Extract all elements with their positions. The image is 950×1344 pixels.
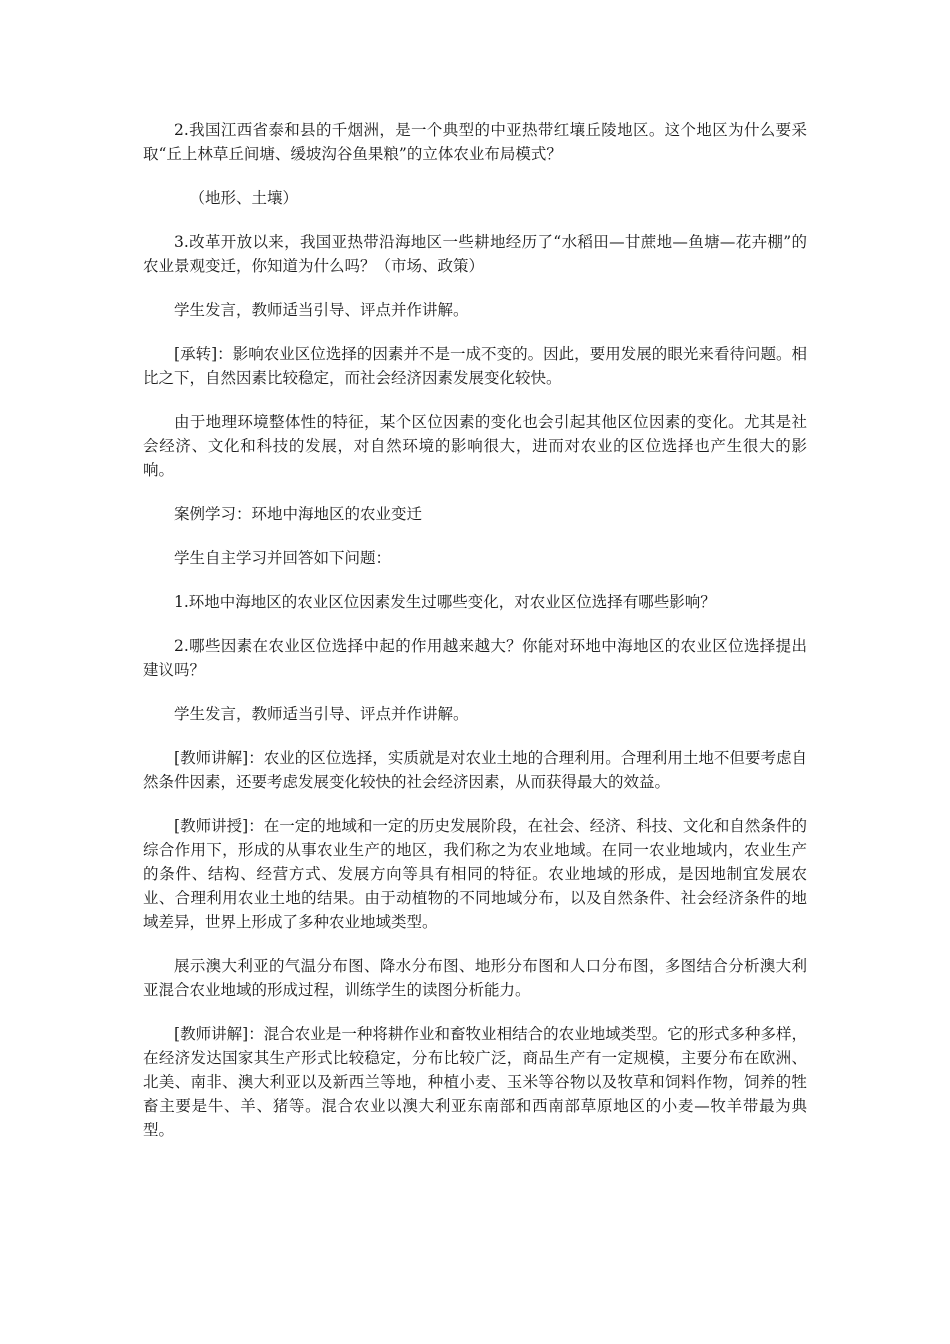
paragraph-question-3: 3.改革开放以来，我国亚热带沿海地区一些耕地经历了“水稻田—甘蔗地—鱼塘—花卉棚”的农业景观变迁，你知道为什么吗？（市场、政策） xyxy=(143,233,807,275)
paragraph-teacher-explanation-1: [教师讲解]：农业的区位选择，实质就是对农业土地的合理利用。合理利用土地不但要考虑自然条件因素，还要考虑发展变化较快的社会经济因素，从而获得最大的效益。 xyxy=(143,749,807,791)
paragraph-self-study-prompt: 学生自主学习并回答如下问题： xyxy=(174,549,392,567)
paragraph-environment-integrity: 由于地理环境整体性的特征，某个区位因素的变化也会引起其他区位因素的变化。尤其是社会经济、文化和科技的发展，对自然环境的影响很大，进而对农业的区位选择也产生很大的影响。 xyxy=(143,413,807,479)
document-body xyxy=(143,118,807,1162)
paragraph-student-speech: 学生发言，教师适当引导、评点并作讲解。 xyxy=(174,301,469,319)
paragraph-case-question-2: 2.哪些因素在农业区位选择中起的作用越来越大？你能对环地中海地区的农业区位选择提出建议吗？ xyxy=(143,637,807,679)
paragraph-transition: [承转]：影响农业区位选择的因素并不是一成不变的。因此，要用发展的眼光来看待问题。相比之下，自然因素比较稳定，而社会经济因素发展变化较快。 xyxy=(143,345,807,387)
paragraph-case-study-title: 案例学习：环地中海地区的农业变迁 xyxy=(174,505,423,523)
paragraph-australia-maps: 展示澳大利亚的气温分布图、降水分布图、地形分布图和人口分布图，多图结合分析澳大利亚混合农业地域的形成过程，训练学生的读图分析能力。 xyxy=(143,957,807,999)
paragraph-teacher-lecture: [教师讲授]：在一定的地域和一定的历史发展阶段，在社会、经济、科技、文化和自然条件的综合作用下，形成的从事农业生产的地区，我们称之为农业地域。在同一农业地域内，农业生产的条件、结构、经营方式、发展方向等具有相同的特征。农业地域的形成，是因地制宜发展农业、合理利用农业土地的结果。由于动植物的不同地域分布，以及自然条件、社会经济条件的地域差异，世界上形成了多种农业地域类型。 xyxy=(143,817,807,931)
paragraph-student-speech-2: 学生发言，教师适当引导、评点并作讲解。 xyxy=(174,705,469,723)
paragraph-question-2: 2.我国江西省泰和县的千烟洲，是一个典型的中亚热带红壤丘陵地区。这个地区为什么要采取“丘上林草丘间塘、缓坡沟谷鱼果粮”的立体农业布局模式？ xyxy=(143,121,807,163)
paragraph-case-question-1: 1.环地中海地区的农业区位因素发生过哪些变化，对农业区位选择有哪些影响？ xyxy=(174,593,716,611)
paragraph-teacher-explanation-2: [教师讲解]：混合农业是一种将耕作业和畜牧业相结合的农业地域类型。它的形式多种多样，在经济发达国家其生产形式比较稳定，分布比较广泛，商品生产有一定规模，主要分布在欧洲、北美、南非、澳大利亚以及新西兰等地，种植小麦、玉米等谷物以及牧草和饲料作物，饲养的牲畜主要是牛、羊、猪等。混合农业以澳大利亚东南部和西南部草原地区的小麦—牧羊带最为典型。 xyxy=(143,1025,807,1139)
paragraph-hint-terrain-soil: （地形、土壤） xyxy=(189,189,299,207)
